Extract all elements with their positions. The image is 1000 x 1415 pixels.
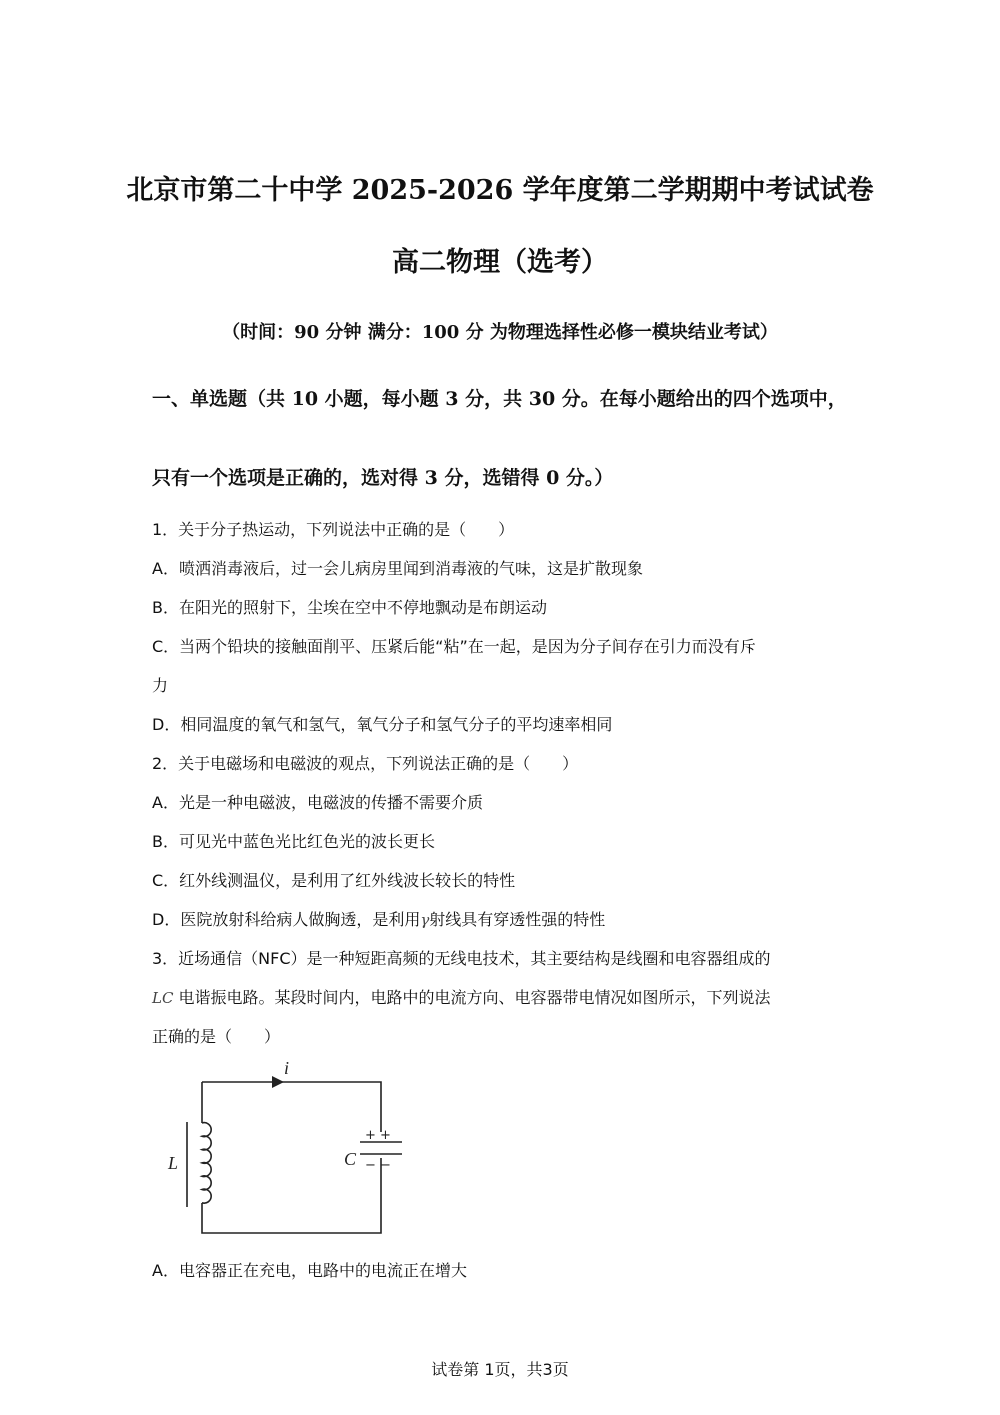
- q3-stem-end: 正确的是（ ）: [152, 1027, 281, 1046]
- exam-title: 北京市第二十中学 2025-2026 学年度第二学期期中考试试卷: [126, 175, 874, 206]
- q1-option-c-cont: 力: [152, 676, 169, 695]
- gamma-symbol: γ: [420, 911, 430, 929]
- lc-circuit-diagram: [160, 1055, 420, 1240]
- current-label: i: [284, 1058, 290, 1078]
- q2-option-d-text-end: 射线具有穿透性强的特性: [429, 910, 606, 929]
- exam-subtitle: 高二物理（选考）: [392, 247, 608, 278]
- q2-stem: 2．关于电磁场和电磁波的观点，下列说法正确的是（ ）: [152, 754, 579, 773]
- current-arrow-icon: [272, 1076, 284, 1088]
- capacitor-negative-charge: − −: [365, 1158, 391, 1173]
- q3-stem: 3．近场通信（NFC）是一种短距高频的无线电技术，其主要结构是线圈和电容器组成的: [152, 949, 771, 968]
- q2-option-c: C．红外线测温仪，是利用了红外线波长较长的特性: [152, 871, 516, 890]
- q3-option-a: A．电容器正在充电，电路中的电流正在增大: [152, 1261, 467, 1280]
- q1-stem: 1．关于分子热运动，下列说法中正确的是（ ）: [152, 520, 515, 539]
- q2-option-d-text: D．医院放射科给病人做胸透，是利用: [152, 910, 421, 929]
- q3-stem-cont: [152, 985, 771, 1008]
- capacitor-label: C: [344, 1149, 357, 1169]
- section-heading-line1: 一、单选题（共 10 小题，每小题 3 分，共 30 分。在每小题给出的四个选项中，: [152, 388, 847, 410]
- lc-symbol: LC: [152, 989, 174, 1007]
- q1-option-c: C．当两个铅块的接触面削平、压紧后能“粘”在一起，是因为分子间存在引力而没有斥: [152, 637, 756, 656]
- exam-info: （时间：90 分钟 满分：100 分 为物理选择性必修一模块结业考试）: [222, 322, 778, 343]
- section-heading-line2: 只有一个选项是正确的，选对得 3 分，选错得 0 分。）: [152, 467, 614, 489]
- page-footer: 试卷第 1页，共3页: [431, 1360, 569, 1379]
- capacitor-positive-charge: + +: [365, 1128, 391, 1143]
- q1-option-a: A．喷洒消毒液后，过一会儿病房里闻到消毒液的气味，这是扩散现象: [152, 559, 643, 578]
- q3-stem-text: 电谐振电路。某段时间内，电路中的电流方向、电容器带电情况如图所示，下列说法: [173, 988, 771, 1007]
- circuit-wire-top: [202, 1082, 381, 1132]
- q2-option-b: B．可见光中蓝色光比红色光的波长更长: [152, 832, 435, 851]
- q2-option-d: [152, 907, 605, 930]
- q1-option-b: B．在阳光的照射下，尘埃在空中不停地飘动是布朗运动: [152, 598, 547, 617]
- inductor-label: L: [168, 1153, 179, 1173]
- q2-option-a: A．光是一种电磁波，电磁波的传播不需要介质: [152, 793, 483, 812]
- q1-option-d: D．相同温度的氧气和氢气，氧气分子和氢气分子的平均速率相同: [152, 715, 613, 734]
